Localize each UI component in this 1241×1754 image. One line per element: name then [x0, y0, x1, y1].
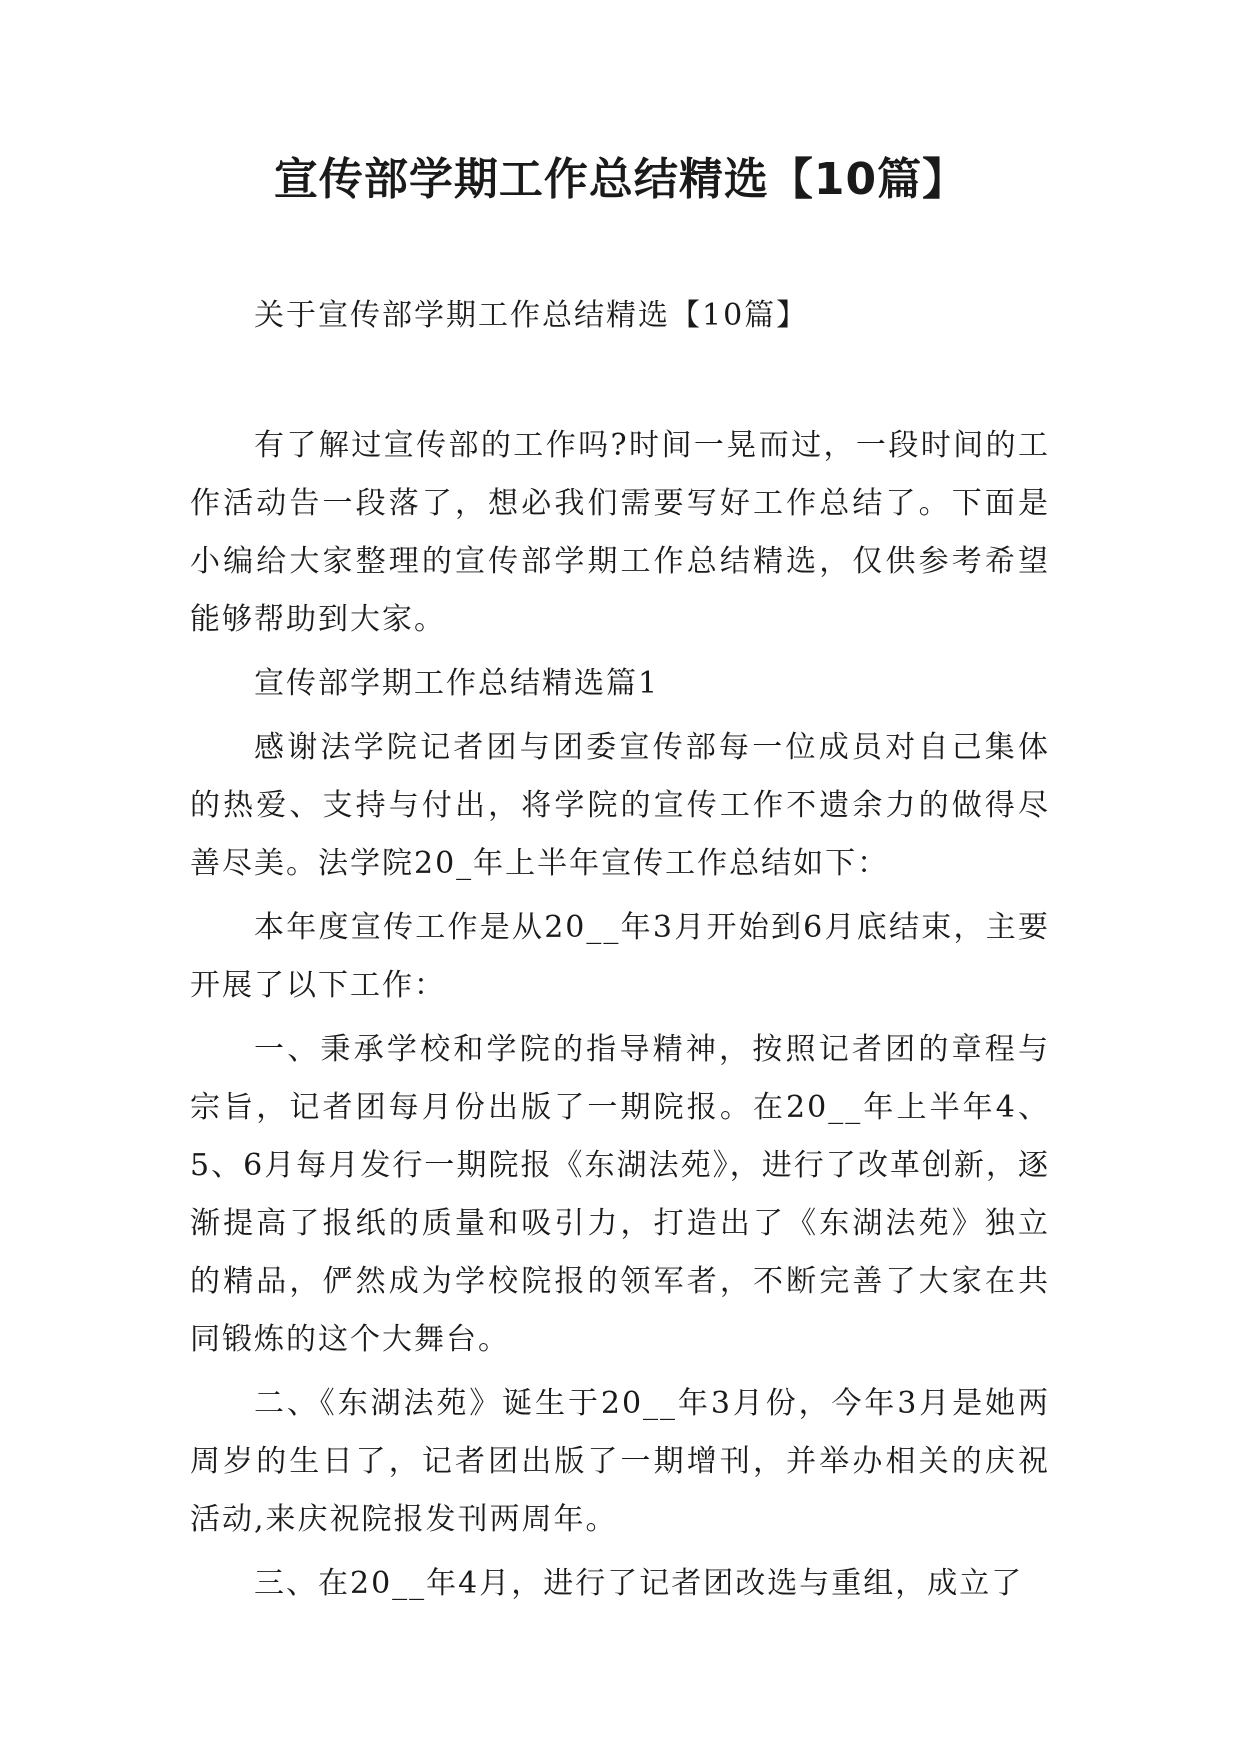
document-title: 宣传部学期工作总结精选【10篇】	[273, 154, 968, 205]
section-heading: 宣传部学期工作总结精选篇1	[254, 666, 660, 701]
intro-paragraph: 有了解过宣传部的工作吗?时间一晃而过，一段时间的工作活动告一段落了，想必我们需要写好工作总结了。下面是小编给大家整理的宣传部学期工作总结精选，仅供参考希望能够帮助到大家。	[190, 428, 1050, 637]
document-body	[190, 287, 1050, 1619]
body-paragraph: 本年度宣传工作是从20__年3月开始到6月底结束，主要开展了以下工作：	[190, 910, 1050, 1003]
document-subtitle: 关于宣传部学期工作总结精选【10篇】	[254, 298, 809, 333]
body-paragraph: 二、《东湖法苑》诞生于20__年3月份，今年3月是她两周岁的生日了，记者团出版了一期增刊，并举办相关的庆祝活动,来庆祝院报发刊两周年。	[190, 1386, 1050, 1537]
body-paragraph: 感谢法学院记者团与团委宣传部每一位成员对自己集体的热爱、支持与付出，将学院的宣传工作不遗余力的做得尽善尽美。法学院20_年上半年宣传工作总结如下：	[190, 730, 1050, 881]
body-paragraph: 一、秉承学校和学院的指导精神，按照记者团的章程与宗旨，记者团每月份出版了一期院报。在20__年上半年4、5、6月每月发行一期院报《东湖法苑》，进行了改革创新，逐渐提高了报纸的质量和吸引力，打造出了《东湖法苑》独立的精品，俨然成为学校院报的领军者，不断完善了大家在共同锻炼的这个大舞台。	[190, 1032, 1050, 1357]
body-paragraph: 三、在20__年4月，进行了记者团改选与重组，成立了	[254, 1566, 1024, 1601]
